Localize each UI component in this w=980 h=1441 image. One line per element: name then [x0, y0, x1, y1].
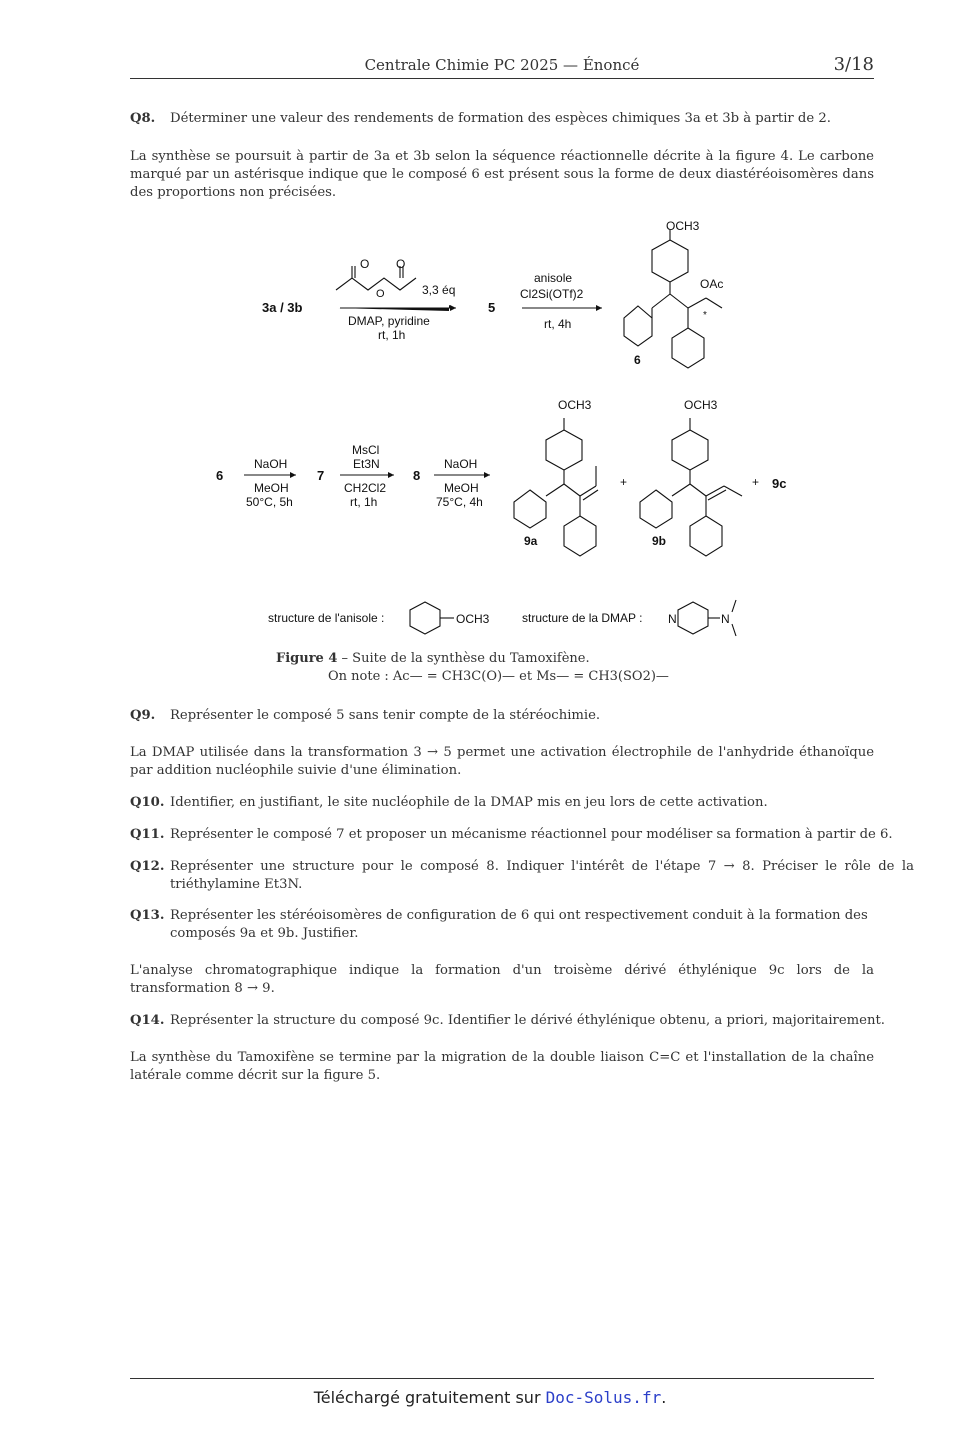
caption-note: On note : Ac— = CH3C(O)— et Ms— = CH3(SO2)— [328, 669, 669, 684]
question-text: Représenter le composé 7 et proposer un mécanisme réactionnel pour modéliser sa formation à partir de 6. [170, 827, 893, 842]
product-9b: 9b [652, 534, 667, 548]
product-7: 7 [317, 468, 325, 483]
question-label: Q14. [130, 1013, 165, 1028]
question-label: Q9. [130, 708, 156, 723]
reagent-naoh-1: NaOH [254, 457, 288, 471]
figure-4-reaction-scheme [200, 212, 800, 642]
footer-prefix: Téléchargé gratuitement sur [313, 1388, 541, 1407]
caption-text: – Suite de la synthèse du Tamoxifène. [341, 651, 590, 666]
9a-anisyl-ring [546, 430, 582, 470]
question-q9 [130, 707, 914, 725]
svg-text:O: O [360, 257, 370, 271]
reagent-mscl: MsCl [352, 443, 380, 457]
condition-5: 75°C, 4h [436, 495, 483, 509]
9a-phenyl-ring-1 [514, 490, 546, 528]
paragraph-chromatography: L'analyse chromatographique indique la formation d'un troisème dérivé éthylénique 9c lors de la transformation 8 → 9. [130, 963, 874, 996]
oac-label: OAc [700, 277, 724, 291]
solvent-meoh-1: MeOH [254, 481, 289, 495]
och3-label: OCH3 [666, 219, 700, 233]
solvent-meoh-2: MeOH [444, 481, 479, 495]
question-text: Représenter la structure du composé 9c. Identifier le dérivé éthylénique obtenu, a priori, majoritairement. [170, 1013, 885, 1028]
page-header [130, 52, 874, 79]
question-text: Représenter une structure pour le composé 8. Indiquer l'intérêt de l'étape 7 → 8. Préciser le rôle de la triéthylamine Et3N. [170, 859, 914, 892]
caption-label: Figure 4 [276, 651, 338, 666]
paragraph-intro: La synthèse se poursuit à partir de 3a et 3b selon la séquence réactionnelle décrite à la figure 4. Le carbone marqué par un astérisque indique que le composé 6 est présent sous la forme de deux diastéréoisomères dans des proportions non précisées. [130, 149, 874, 200]
reagent-naoh-2: NaOH [444, 457, 478, 471]
solvent-ch2cl2: CH2Cl2 [344, 481, 387, 495]
question-q8 [130, 110, 914, 128]
question-text: Identifier, en justifiant, le site nucléophile de la DMAP mis en jeu lors de cette activation. [170, 795, 768, 810]
question-q10 [130, 794, 914, 812]
product-8: 8 [413, 468, 421, 483]
question-text: Représenter les stéréoisomères de configuration de 6 qui ont respectivement conduit à la formation des composés 9a et 9b. Justifier. [170, 908, 868, 941]
plus-sign-2: + [752, 475, 760, 489]
row2-start-6: 6 [216, 468, 224, 483]
question-q12 [130, 858, 914, 894]
anhydride-equiv: 3,3 éq [422, 283, 456, 297]
och3-label-9b: OCH3 [684, 398, 718, 412]
footer-link[interactable]: Doc-Solus.fr [545, 1388, 662, 1407]
anisole-och3: OCH3 [456, 612, 490, 626]
product-5: 5 [488, 300, 496, 315]
footer-rule [130, 1378, 874, 1379]
reactant-3a-3b: 3a / 3b [262, 300, 303, 315]
product-9c: 9c [772, 476, 787, 491]
paragraph-dmap: La DMAP utilisée dans la transformation 3 → 5 permet une activation électrophile de l'anhydride éthanoïque par addition nucléophile suivie d'une élimination. [130, 745, 874, 778]
product-6: 6 [634, 353, 641, 367]
phenyl-ring-1 [624, 306, 652, 346]
phenyl-ring-2 [672, 328, 704, 368]
question-text: Représenter le composé 5 sans tenir compte de la stéréochimie. [170, 708, 601, 723]
condition-2: rt, 4h [544, 317, 572, 331]
question-label: Q13. [130, 908, 165, 923]
9b-phenyl-ring-1 [640, 490, 672, 528]
9b-phenyl-ring-2 [690, 516, 722, 556]
svg-text:N: N [721, 612, 730, 626]
question-q11 [130, 826, 914, 844]
9a-phenyl-ring-2 [564, 516, 596, 556]
question-label: Q11. [130, 827, 165, 842]
svg-text:N: N [668, 612, 677, 626]
page-footer [0, 1388, 980, 1407]
reagent-anisole: anisole [534, 271, 573, 285]
och3-label-9a: OCH3 [558, 398, 592, 412]
svg-text:O: O [396, 257, 406, 271]
reaction-scheme-svg [200, 212, 800, 642]
svg-text:O: O [376, 288, 385, 300]
9b-anisyl-ring [672, 430, 708, 470]
paragraph-conclusion: La synthèse du Tamoxifène se termine par la migration de la double liaison C=C et l'installation de la chaîne latérale comme décrit sur la figure 5. [130, 1050, 874, 1083]
stereocenter-star: * [703, 310, 707, 321]
question-label: Q8. [130, 111, 156, 126]
header-title: Centrale Chimie PC 2025 — Énoncé [364, 56, 640, 74]
anisyl-ring [652, 240, 688, 282]
condition-3: 50°C, 5h [246, 495, 293, 509]
condition-4: rt, 1h [350, 495, 378, 509]
page-number: 3/18 [833, 54, 874, 75]
anisole-label: structure de l'anisole : [268, 611, 385, 625]
condition-1: DMAP, pyridine [348, 314, 430, 328]
plus-sign-1: + [620, 475, 628, 489]
product-9a: 9a [524, 534, 538, 548]
dmap-ring [678, 602, 708, 634]
figure-caption [276, 650, 669, 686]
question-q13 [130, 907, 914, 943]
reagent-et3n: Et3N [353, 457, 380, 471]
question-label: Q12. [130, 859, 165, 874]
anisole-ring [410, 602, 440, 634]
footer-suffix: . [661, 1388, 667, 1407]
reagent-lewis-acid: Cl2Si(OTf)2 [520, 287, 584, 301]
question-q14 [130, 1012, 914, 1030]
dmap-label: structure de la DMAP : [522, 611, 643, 625]
question-label: Q10. [130, 795, 165, 810]
condition-1b: rt, 1h [378, 328, 406, 342]
question-text: Déterminer une valeur des rendements de formation des espèces chimiques 3a et 3b à partir de 2. [170, 111, 831, 126]
